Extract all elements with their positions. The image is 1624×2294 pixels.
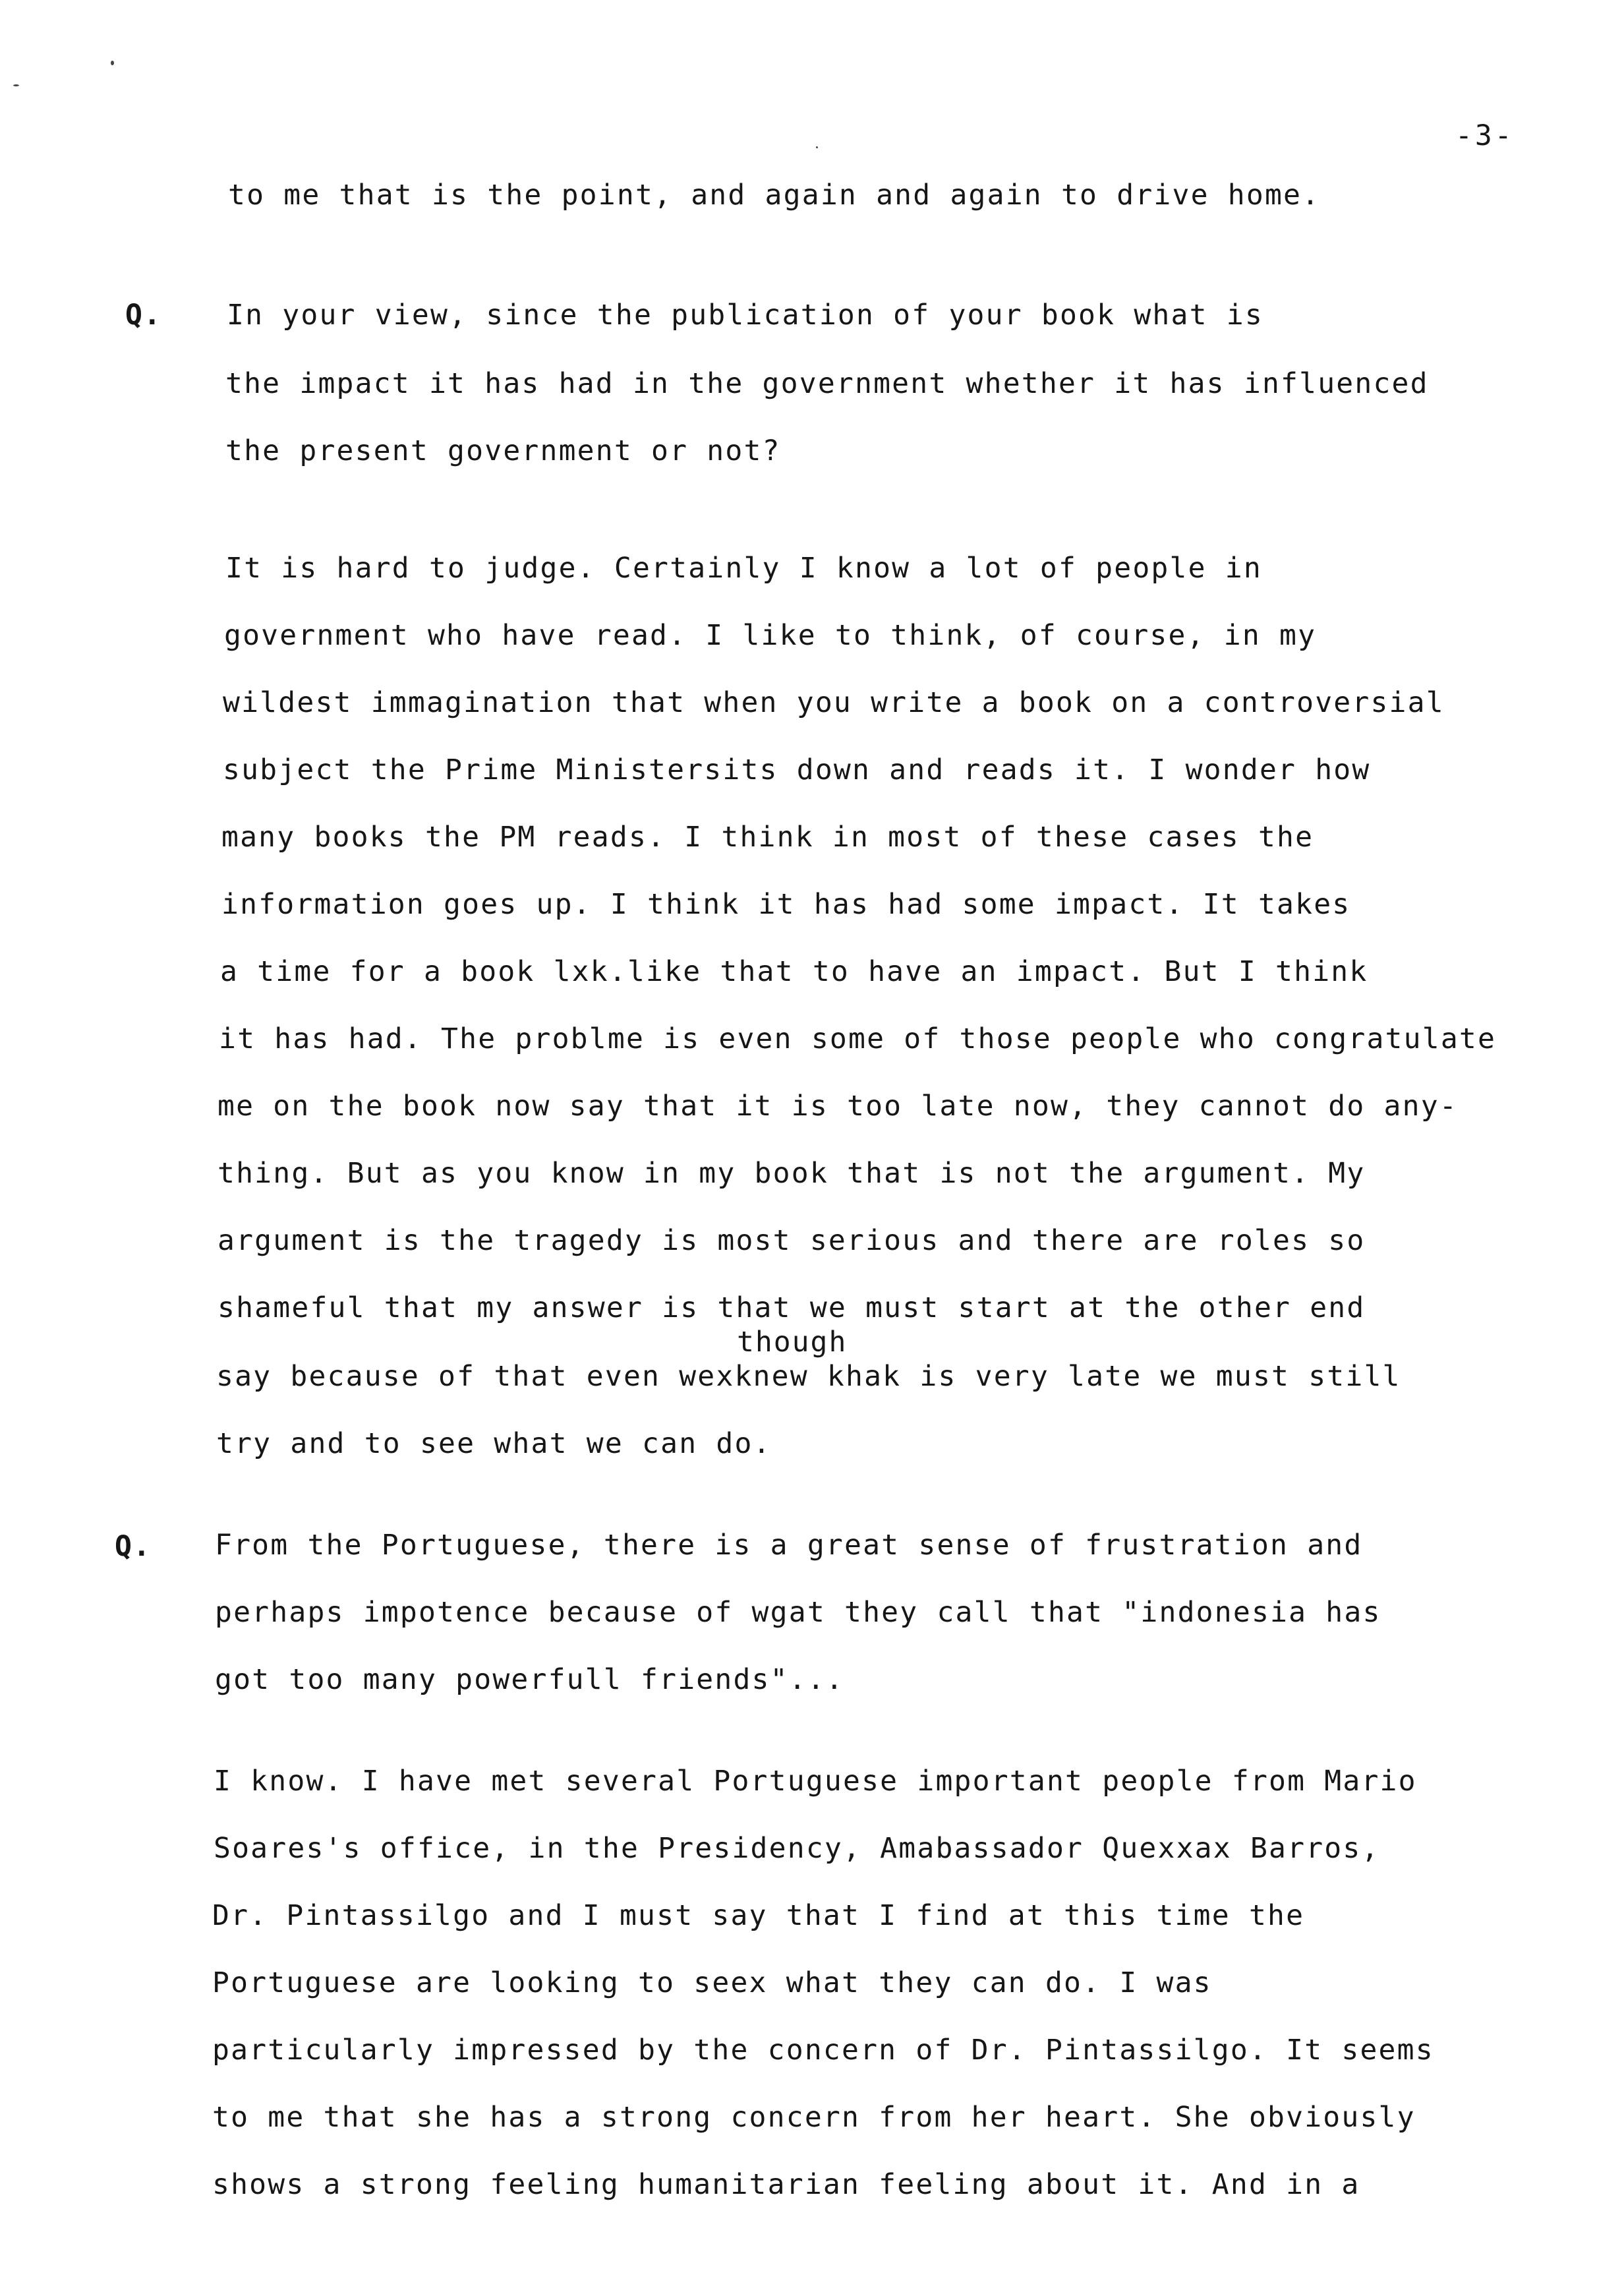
text-line: say because of that even wexknew khak is very late we must still [216, 1360, 1401, 1393]
text-line: to me that is the point, and again and again to drive home. [228, 179, 1321, 212]
ink-speck [13, 84, 19, 86]
text-line: I know. I have met several Portuguese important people from Mario [214, 1765, 1417, 1798]
text-line: thing. But as you know in my book that is not the argument. My [218, 1157, 1366, 1190]
ink-speck [816, 146, 818, 148]
text-line: the impact it has had in the government whether it has influenced [225, 367, 1429, 400]
ink-speck [111, 61, 114, 65]
interlinear-correction: though [737, 1326, 848, 1359]
question-marker: Q. [115, 1530, 152, 1563]
text-line: particularly impressed by the concern of Dr. Pintassilgo. It seems [212, 2034, 1434, 2067]
text-line: a time for a book lxk.like that to have an impact. But I think [220, 955, 1368, 988]
text-line: subject the Prime Ministersits down and reads it. I wonder how [223, 753, 1371, 786]
text-line: In your view, since the publication of your book what is [227, 299, 1263, 332]
text-line: It is hard to judge. Certainly I know a lot of people in [225, 552, 1262, 585]
text-line: Dr. Pintassilgo and I must say that I find at this time the [212, 1899, 1305, 1932]
text-line: Portuguese are looking to seex what they can do. I was [212, 1966, 1212, 1999]
text-line: it has had. The problme is even some of those people who congratulate [219, 1022, 1497, 1055]
text-line: shameful that my answer is that we must start at the other end [218, 1291, 1366, 1324]
question-marker: Q. [125, 299, 162, 332]
text-line: perhaps impotence because of wgat they call that "indonesia has [215, 1596, 1381, 1629]
text-line: wildest immagination that when you write a book on a controversial [223, 686, 1445, 719]
text-line: government who have read. I like to think, of course, in my [224, 619, 1317, 652]
page-number: -3- [1455, 119, 1515, 152]
text-line: many books the PM reads. I think in most of these cases the [221, 821, 1314, 854]
text-line: the present government or not? [225, 434, 781, 467]
text-line: Soares's office, in the Presidency, Amabassador Quexxax Barros, [214, 1832, 1380, 1865]
text-line: information goes up. I think it has had some impact. It takes [221, 888, 1351, 921]
text-line: me on the book now say that it is too late now, they cannot do any- [218, 1090, 1458, 1123]
text-line: shows a strong feeling humanitarian feeling about it. And in a [212, 2168, 1360, 2201]
text-line: argument is the tragedy is most serious and there are roles so [218, 1224, 1366, 1257]
text-line: From the Portuguese, there is a great sense of frustration and [215, 1529, 1363, 1562]
text-line: to me that she has a strong concern from her heart. She obviously [212, 2101, 1416, 2134]
text-line: got too many powerfull friends"... [215, 1663, 844, 1696]
text-line: try and to see what we can do. [216, 1427, 772, 1460]
